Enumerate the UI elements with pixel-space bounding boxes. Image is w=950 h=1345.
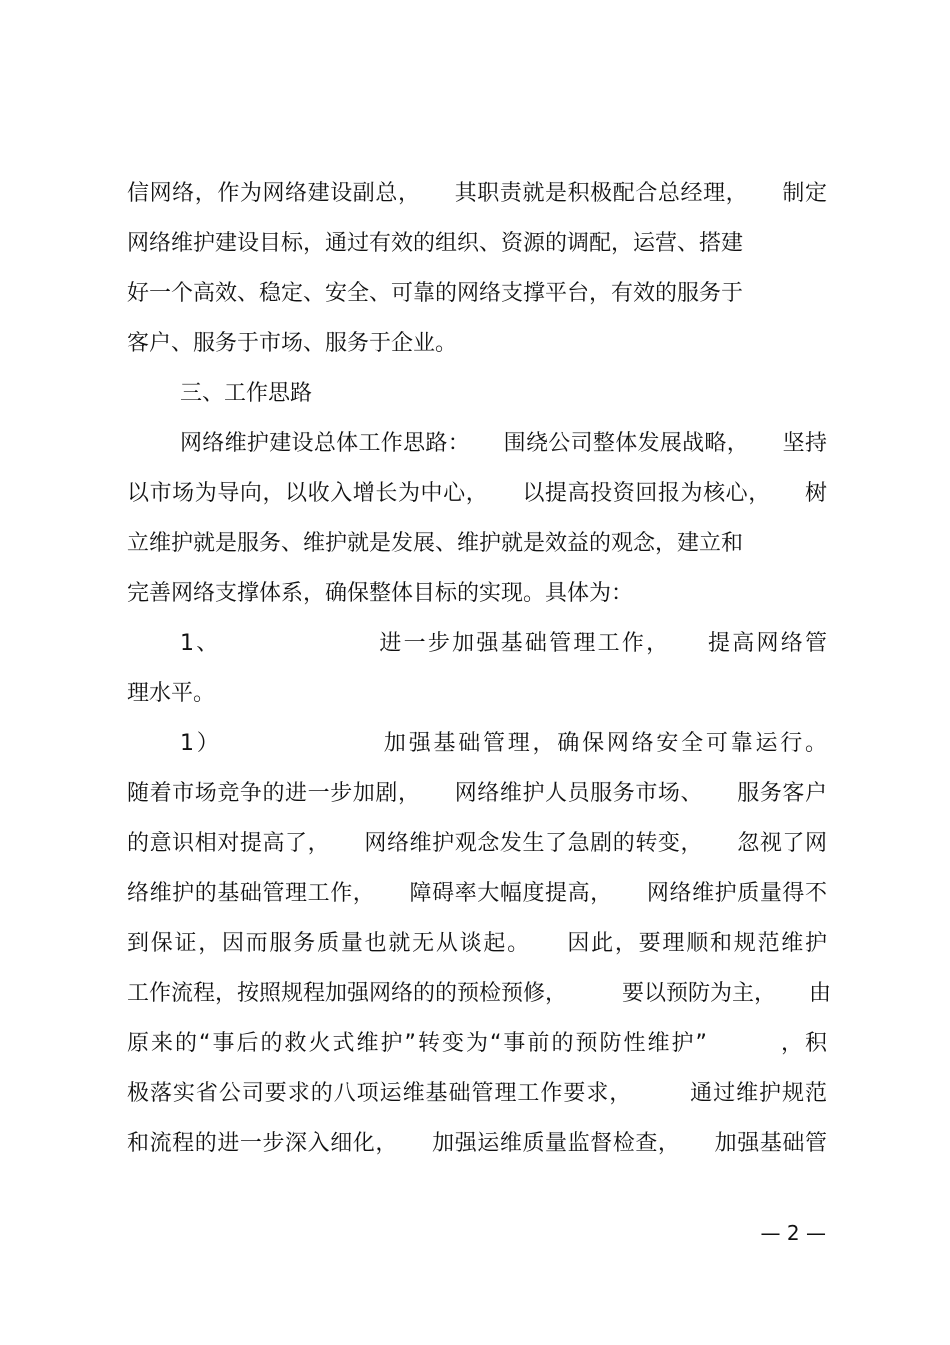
sub-item: 1） 加强基础管理，确保网络安全可靠运行。	[180, 731, 827, 756]
text-line: 的意识相对提高了， 网络维护观念发生了急剧的转变， 忽视了网	[127, 831, 827, 856]
text-line: 立维护就是服务、维护就是发展、维护就是效益的观念，建立和	[127, 531, 744, 556]
text-line: 客户、服务于市场、服务于企业。	[127, 331, 458, 356]
numbered-item: 1、 进一步加强基础管理工作， 提高网络管	[180, 631, 827, 656]
text-line: 完善网络支撑体系，确保整体目标的实现。具体为：	[127, 581, 634, 606]
text-line: 和流程的进一步深入细化， 加强运维质量监督检查， 加强基础管	[127, 1131, 827, 1156]
text-line: 工作流程，按照规程加强网络的的预检预修， 要以预防为主， 由	[127, 981, 832, 1006]
text-line: 极落实省公司要求的八项运维基础管理工作要求， 通过维护规范	[127, 1081, 827, 1106]
text-line: 好一个高效、稳定、安全、可靠的网络支撑平台，有效的服务于	[127, 281, 744, 306]
text-line: 络维护的基础管理工作， 障碍率大幅度提高， 网络维护质量得不	[127, 881, 827, 906]
text-line: 原来的“事后的救火式维护”转变为“事前的预防性维护” ，积	[127, 1031, 827, 1056]
text-line: 到保证，因而服务质量也就无从谈起。 因此，要理顺和规范维护	[127, 931, 827, 956]
text-line: 网络维护建设目标，通过有效的组织、资源的调配，运营、搭建	[127, 231, 744, 256]
text-line: 随着市场竞争的进一步加剧， 网络维护人员服务市场、 服务客户	[127, 781, 827, 806]
text-line: 理水平。	[127, 681, 216, 706]
text-line: 以市场为导向，以收入增长为中心， 以提高投资回报为核心， 树	[127, 481, 827, 506]
section-heading: 三、工作思路	[180, 381, 313, 406]
page-number: — 2 —	[760, 1221, 826, 1245]
text-line: 网络维护建设总体工作思路： 围绕公司整体发展战略， 坚持	[180, 431, 827, 456]
text-line: 信网络，作为网络建设副总， 其职责就是积极配合总经理， 制定	[127, 181, 827, 206]
